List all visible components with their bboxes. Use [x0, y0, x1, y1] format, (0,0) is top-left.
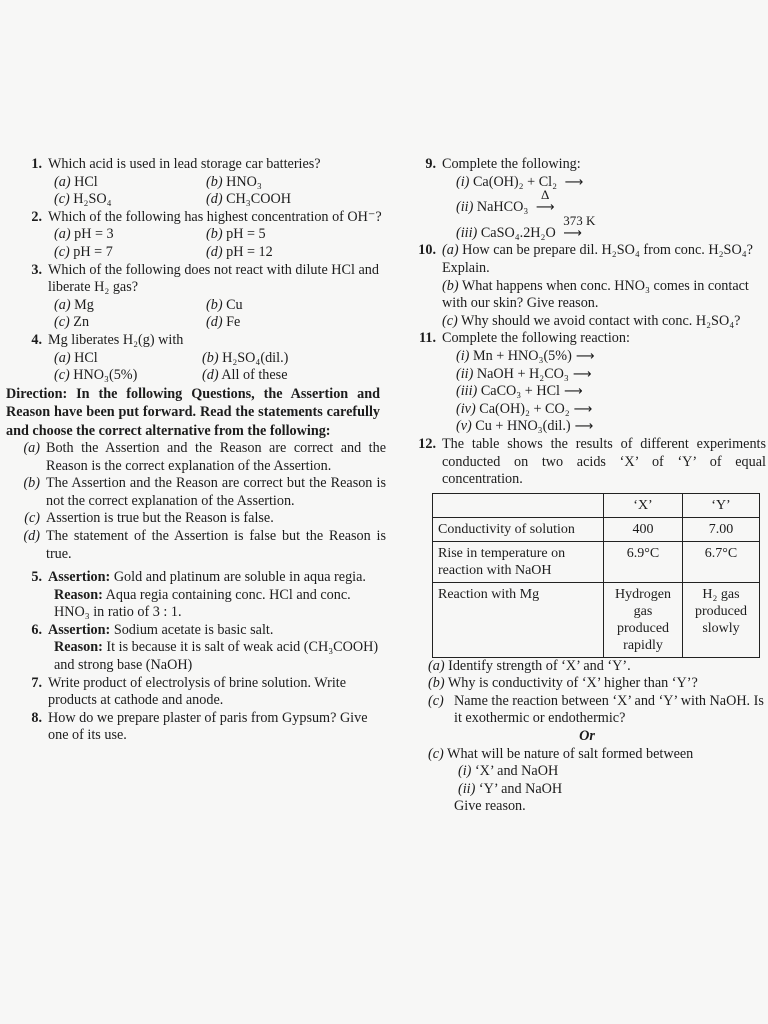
assertion-text: Sodium acetate is basic salt.: [113, 621, 274, 638]
assertion-label: Assertion:: [48, 569, 111, 586]
reaction-11-iv: [408, 401, 766, 419]
question-text: The table shows the results of different experiments conducted on two acids ‘X’ of ‘Y’ of equal concentration.: [442, 435, 766, 488]
question-number: 2.: [31, 208, 42, 225]
option-label: (c): [442, 312, 458, 329]
question-number: 3.: [31, 261, 42, 278]
question-number: 6.: [31, 621, 42, 638]
table-cell: 7.00: [683, 517, 760, 541]
question-10-c-text: Why should we avoid contact with conc. H₂SO₄?: [461, 312, 741, 329]
option-label: (c): [54, 191, 70, 208]
question-12-c-alt-text: What will be nature of salt formed between: [447, 745, 694, 762]
option-label: (d): [206, 243, 223, 260]
direction-option-d: [6, 528, 386, 563]
question-text: Which acid is used in lead storage car batteries?: [48, 156, 321, 172]
reason-label: Reason:: [54, 639, 103, 656]
question-number: 4.: [31, 331, 42, 348]
option-c: pH = 7: [73, 243, 113, 260]
option-label: (i): [456, 173, 470, 190]
question-1: [6, 156, 386, 174]
table-header-y: ‘Y’: [683, 493, 760, 517]
option-label: (b): [428, 675, 445, 692]
table-cell: [433, 493, 604, 517]
question-number: 11.: [419, 330, 436, 347]
option-label: (c): [428, 692, 444, 709]
question-11: [408, 330, 766, 348]
reason-text: It is because it is salt of weak acid (CH₃COOH) and strong base (NaOH): [54, 639, 379, 674]
reaction-condition: Δ: [541, 187, 550, 203]
question-12-c-alt-ii: [408, 781, 766, 799]
reactant: NaHCO₃: [476, 199, 529, 216]
option-b: Cu: [226, 296, 243, 313]
reactant: CaCO₃ + HCl: [480, 383, 560, 400]
question-number: 8.: [31, 709, 42, 726]
assertion-text: Gold and platinum are soluble in aqua regia.: [113, 569, 366, 586]
table-cell: Conductivity of solution: [433, 517, 604, 541]
option-label: (b): [206, 173, 223, 190]
reactant: NaOH + H₂CO₃: [476, 365, 569, 382]
question-text: Which of the following does not react with dilute HCl and liberate H₂ gas?: [48, 261, 379, 296]
option-label: (b): [206, 226, 223, 243]
question-12-b-text: Why is conductivity of ‘X’ higher than ‘Y’?: [447, 675, 698, 692]
option-label: (c): [24, 510, 40, 527]
reactant: CaSO₄.2H₂O: [480, 224, 556, 241]
option-a: HCl: [74, 349, 98, 366]
reactant: Mn + HNO₃(5%): [472, 347, 572, 364]
sub-item-text: ‘X’ and NaOH: [474, 763, 559, 780]
option-label: (ii): [456, 199, 474, 216]
option-label: (a): [54, 296, 71, 313]
arrow-right-icon: ⟶: [573, 401, 593, 417]
question-12-b: [408, 675, 766, 693]
option-label: (b): [23, 475, 40, 492]
question-number: 1.: [31, 156, 42, 172]
table-cell: 400: [604, 517, 683, 541]
question-3: [6, 262, 386, 297]
question-12-c-alt: [408, 746, 766, 764]
right-column: [408, 156, 766, 816]
question-10: [408, 242, 766, 277]
option-label: (d): [23, 527, 40, 544]
option-label: (ii): [458, 780, 476, 797]
option-label: (b): [202, 349, 219, 366]
question-7: [6, 675, 386, 710]
table-row: [433, 541, 760, 582]
option-label: (i): [456, 347, 470, 364]
option-label: (a): [54, 226, 71, 243]
option-c: Zn: [73, 314, 90, 331]
option-label: (a): [442, 242, 459, 259]
option-a: pH = 3: [74, 226, 114, 243]
option-c: HNO₃(5%): [73, 367, 138, 384]
option-label: (iii): [456, 224, 478, 241]
sub-item-text: ‘Y’ and NaOH: [478, 780, 563, 797]
left-column: [6, 156, 386, 745]
results-table: [432, 493, 760, 658]
arrow-right-icon: ⟶: [575, 348, 595, 364]
option-label: (a): [54, 349, 71, 366]
table-cell: 6.9°C: [604, 541, 683, 582]
reason-label: Reason:: [54, 586, 103, 603]
arrow-right-icon: ⟶: [535, 200, 555, 216]
option-label: (v): [456, 418, 472, 435]
question-number: 10.: [418, 242, 436, 259]
question-12-c-alt-i: [408, 763, 766, 781]
question-4: [6, 332, 386, 350]
arrow-right-icon: ⟶: [564, 384, 583, 400]
question-6: [6, 622, 386, 640]
reactant: Cu + HNO₃(dil.): [475, 418, 571, 435]
option-b: H₂SO₄(dil.): [222, 349, 289, 366]
reaction-9-iii: [408, 212, 766, 243]
or-divider: Or: [579, 728, 595, 745]
question-text: Which of the following has highest concentration of OH⁻?: [48, 208, 382, 225]
option-label: (d): [206, 191, 223, 208]
arrow-right-icon: ⟶: [563, 225, 588, 241]
option-b: pH = 5: [226, 226, 266, 243]
option-d: Fe: [226, 314, 241, 331]
question-text: How do we prepare plaster of paris from Gypsum? Give one of its use.: [48, 709, 368, 744]
direction-option-a: [6, 440, 386, 475]
reason-text: Aqua regia containing conc. HCl and conc. HNO₃ in ratio of 3 : 1.: [54, 586, 351, 621]
table-cell: Rise in temperature on reaction with NaOH: [433, 541, 604, 582]
question-text: Mg liberates H₂(g) with: [48, 331, 184, 348]
question-2: [6, 209, 386, 227]
table-row: [433, 582, 760, 657]
reaction-11-ii: [408, 366, 766, 384]
question-9: [408, 156, 766, 174]
question-number: 9.: [425, 156, 436, 172]
direction-option-text: The Assertion and the Reason are correct but the Reason is not the correct explanation of the Assertion.: [46, 475, 386, 509]
reaction-11-i: [408, 348, 766, 366]
arrow-right-icon: ⟶: [574, 419, 594, 435]
option-label: (b): [442, 277, 459, 294]
option-label: (d): [202, 367, 219, 384]
option-label: (c): [54, 243, 70, 260]
direction-option-text: The statement of the Assertion is false but the Reason is true.: [46, 527, 386, 562]
question-text: Complete the following reaction:: [442, 330, 630, 347]
question-12: [408, 436, 766, 489]
table-header-x: ‘X’: [604, 493, 683, 517]
option-d: pH = 12: [226, 243, 273, 260]
question-10-b-text: What happens when conc. HNO₃ comes in contact with our skin? Give reason.: [442, 277, 749, 312]
reaction-9-i: [408, 174, 766, 192]
question-12-c: [408, 693, 766, 728]
reaction-11-iii: [408, 383, 766, 401]
question-6-reason: [6, 639, 386, 674]
option-a: HCl: [74, 173, 98, 190]
option-label: (b): [206, 296, 223, 313]
reaction-11-v: [408, 418, 766, 436]
question-10-a: How can be prepare dil. H₂SO₄ from conc. H₂SO₄? Explain.: [442, 242, 753, 276]
question-10-c: [408, 313, 766, 331]
question-5: [6, 569, 386, 587]
table-cell: Hydrogen gas produced rapidly: [604, 582, 683, 657]
reaction-condition: 373 K: [563, 212, 596, 228]
option-d: All of these: [221, 367, 288, 384]
question-1-options: [6, 174, 386, 209]
option-label: (d): [206, 314, 223, 331]
option-c: H₂SO₄: [73, 191, 112, 208]
table-cell: 6.7°C: [683, 541, 760, 582]
question-text: Complete the following:: [442, 156, 581, 172]
option-d: CH₃COOH: [226, 191, 291, 208]
question-number: 7.: [31, 674, 42, 691]
direction-option-text: Both the Assertion and the Reason are correct and the Reason is the correct explanation of the Assertion.: [46, 439, 386, 474]
option-label: (iii): [456, 383, 478, 400]
option-label: (a): [54, 173, 71, 190]
question-8: [6, 710, 386, 745]
arrow-right-icon: ⟶: [564, 174, 584, 190]
option-label: (a): [428, 657, 445, 674]
question-12-c-alt-end: Give reason.: [454, 798, 526, 815]
question-10-b: [408, 278, 766, 313]
option-label: (i): [458, 763, 472, 780]
question-number: 12.: [418, 435, 436, 452]
question-12-a-text: Identify strength of ‘X’ and ‘Y’.: [448, 657, 631, 674]
question-number: 5.: [31, 569, 42, 586]
question-4-options: [6, 350, 386, 385]
table-header-row: [433, 493, 760, 517]
option-label: (c): [54, 314, 70, 331]
assertion-label: Assertion:: [48, 621, 111, 638]
direction-option-text: Assertion is true but the Reason is false.: [46, 510, 274, 527]
table-cell: Reaction with Mg: [433, 582, 604, 657]
option-label: (a): [23, 439, 40, 456]
option-a: Mg: [74, 296, 94, 313]
question-2-options: [6, 226, 386, 261]
direction-option-b: [6, 475, 386, 510]
direction-option-c: [6, 510, 386, 528]
reactant: Ca(OH)₂ + Cl₂: [472, 173, 558, 190]
question-12-c-text: Name the reaction between ‘X’ and ‘Y’ with NaOH. Is it exothermic or endothermic?: [454, 692, 764, 727]
option-label: (ii): [456, 365, 474, 382]
question-12-a: [408, 658, 766, 676]
question-5-reason: [6, 587, 386, 622]
arrow-right-icon: ⟶: [572, 366, 592, 382]
option-label: (c): [428, 745, 444, 762]
assertion-reason-direction: Direction: In the following Questions, the Assertion and Reason have been put forward. Read the statements carefully and choose the correct alternative from the following:: [6, 385, 380, 439]
option-label: (c): [54, 367, 70, 384]
table-cell: H₂ gas produced slowly: [683, 582, 760, 657]
option-label: (iv): [456, 400, 476, 417]
question-text: Write product of electrolysis of brine solution. Write products at cathode and anode.: [48, 674, 347, 709]
reactant: Ca(OH)₂ + CO₂: [479, 400, 570, 417]
option-b: HNO₃: [226, 173, 262, 190]
question-3-options: [6, 297, 386, 332]
table-row: [433, 517, 760, 541]
